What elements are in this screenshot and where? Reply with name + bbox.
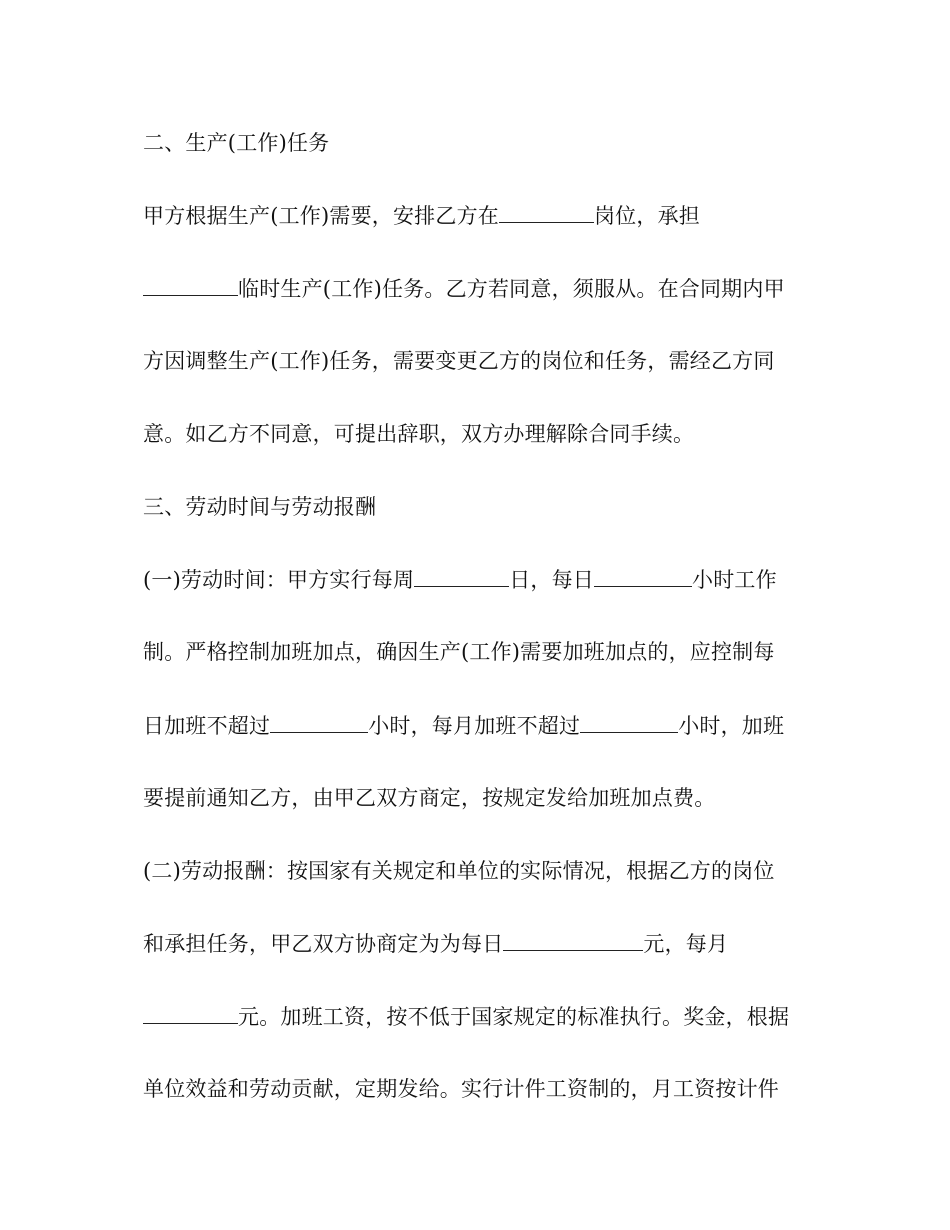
fill-in-blank-monthly-pay[interactable] [143,1001,238,1024]
text-segment: 单位效益和劳动贡献，定期发给。实行计件工资制的，月工资按计件 [143,1077,779,1101]
section-heading-working-hours-pay [143,492,823,522]
fill-in-blank-daily-overtime[interactable] [270,710,368,733]
paragraph-line [143,928,823,959]
text-segment: (一)劳动时间：甲方实行每周 [143,568,415,592]
paragraph-line [143,419,823,449]
text-segment: 小时，加班 [678,714,785,738]
fill-in-blank-hours-per-day[interactable] [594,564,692,587]
paragraph-line [143,346,823,376]
fill-in-blank-task[interactable] [143,273,238,296]
text-segment: 日加班不超过 [143,714,271,738]
paragraph-line [143,710,823,741]
text-segment: 要提前通知乙方，由甲乙双方商定，按规定发给加班加点费。 [143,786,716,810]
text-segment: 小时工作 [692,568,777,592]
text-segment: 甲方根据生产(工作)需要，安排乙方在 [143,204,499,228]
text-segment: 元。加班工资，按不低于国家规定的标准执行。奖金，根据 [238,1005,790,1029]
paragraph-line [143,856,823,886]
fill-in-blank-monthly-overtime[interactable] [580,710,678,733]
paragraph-line [143,637,823,667]
paragraph-line [143,273,823,304]
text-segment: 元，每月 [643,932,729,956]
text-segment: 临时生产(工作)任务。乙方若同意，须服从。在合同期内甲 [238,277,785,301]
text-segment: 岗位，承担 [593,204,700,228]
text-segment: 日，每日 [509,568,594,592]
paragraph-line [143,564,823,595]
text-segment: 小时，每月加班不超过 [368,714,581,738]
text-segment: 三、劳动时间与劳动报酬 [143,495,377,519]
text-segment: 制。严格控制加班加点，确因生产(工作)需要加班加点的，应控制每 [143,640,775,664]
text-segment: 和承担任务，甲乙双方协商定为为每日 [143,932,504,956]
paragraph-line [143,1074,823,1104]
fill-in-blank-daily-pay[interactable] [503,928,643,951]
paragraph-line [143,1001,823,1032]
section-heading-production-task [143,128,823,158]
paragraph-line [143,200,823,231]
text-segment: 意。如乙方不同意，可提出辞职，双方办理解除合同手续。 [143,422,695,446]
paragraph-line [143,783,823,813]
text-segment: 方因调整生产(工作)任务，需要变更乙方的岗位和任务，需经乙方同 [143,349,775,373]
fill-in-blank-position[interactable] [499,200,594,223]
text-segment: 二、生产(工作)任务 [143,131,330,155]
text-segment: (二)劳动报酬：按国家有关规定和单位的实际情况，根据乙方的岗位 [143,859,775,883]
fill-in-blank-days-per-week[interactable] [414,564,509,587]
